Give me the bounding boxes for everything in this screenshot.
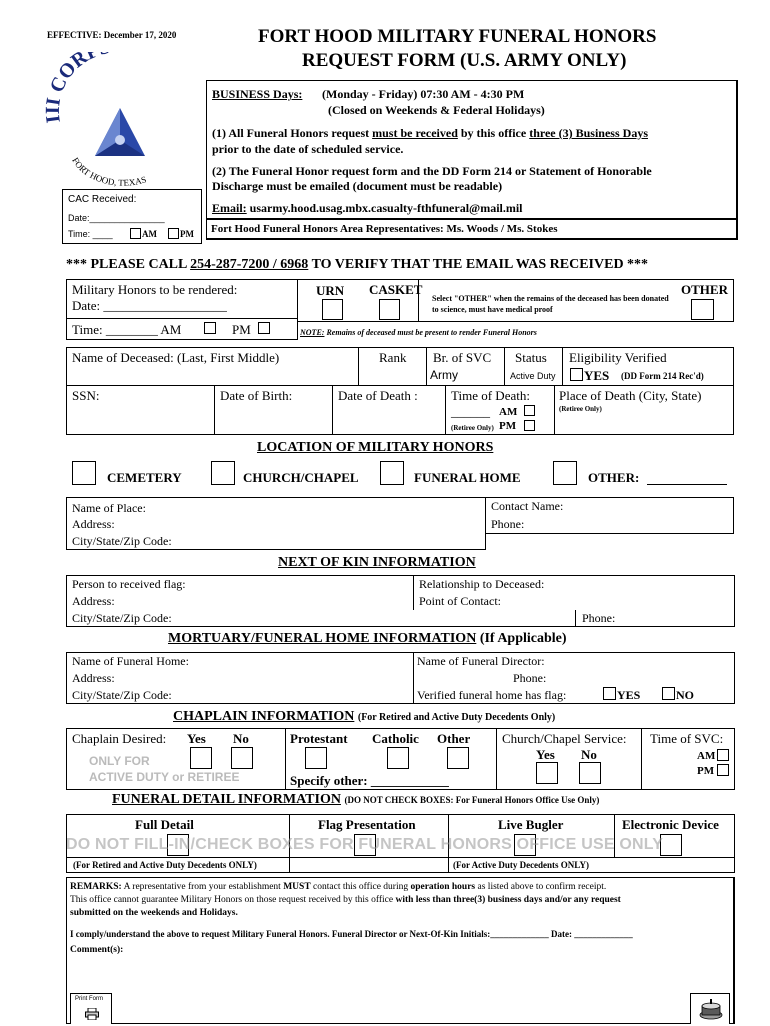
other-location-line[interactable] [647,484,727,485]
protestant-checkbox[interactable] [305,747,327,769]
flag-no-label: NO [676,688,694,702]
rank-label: Rank [379,350,407,365]
branch-value[interactable]: Army [430,368,458,382]
nok-heading: NEXT OF KIN INFORMATION [278,555,476,570]
funeral-detail-heading: FUNERAL DETAIL INFORMATION (DO NOT CHECK BOXES: For Funeral Honors Office Use Only) [112,792,600,807]
flag-no-checkbox[interactable] [662,687,675,700]
remarks-line2: This office cannot guarantee Military Honors on those request received by this office with less than three(3) business days and/or any request [70,895,621,905]
other-honors-label: OTHER [681,282,728,297]
ssn-label: SSN: [72,388,100,403]
chaplain-yes-label: Yes [187,731,206,746]
dd214-note: (DD Form 214 Rec'd) [621,371,704,381]
casket-label: CASKET [369,282,423,297]
tod-pm-label: PM [499,420,517,432]
funeral-home-label: FUNERAL HOME [414,470,521,485]
cac-am-checkbox[interactable] [130,228,141,239]
church-label: CHURCH/CHAPEL [243,470,359,485]
honors-time-field[interactable]: Time: ________ AM [72,322,182,337]
cemetery-label: CEMETERY [107,470,182,485]
chaplain-heading: CHAPLAIN INFORMATION (For Retired and Active Duty Decedents Only) [173,709,556,724]
cake-icon [699,997,723,1026]
tod-label: Time of Death: [451,388,530,403]
cac-am-label: AM [142,229,157,239]
church-service-label: Church/Chapel Service: [502,731,627,746]
remains-note: NOTE: Remains of deceased must be present to render Funeral Honors [300,328,537,337]
cac-received-label: CAC Received: [68,194,137,205]
nok-poc-field[interactable]: Point of Contact: [419,594,501,608]
dod-label: Date of Death : [338,388,418,403]
funeral-home-address-field[interactable]: Address: [72,671,115,685]
comments-label: Comment(s): [70,945,124,955]
svc-pm-label: PM [697,765,715,777]
form-title-line1: FORT HOOD MILITARY FUNERAL HONORS [258,26,657,47]
church-service-yes-checkbox[interactable] [536,762,558,784]
full-detail-label: Full Detail [135,817,194,832]
church-checkbox[interactable] [211,461,235,485]
rule-2: (2) The Funeral Honor request form and the DD Form 214 or Statement of Honorable [212,164,652,178]
retired-note: (For Retired and Active Duty Decedents ONLY) [73,860,257,870]
mortuary-divider [413,652,414,704]
catholic-label: Catholic [372,731,419,746]
dob-label: Date of Birth: [220,388,293,403]
specify-other-field[interactable]: Specify other: ____________ [290,773,449,788]
other-note: Select "OTHER" when the remains of the deceased has been donated to science, must have medical proof [432,294,669,314]
office-use-watermark: DO NOT FILL-IN/CHECK BOXES FOR FUNERAL HONORS OFFICE USE ONLY [66,836,664,853]
printer-icon [85,1007,99,1025]
funeral-home-csz-field[interactable]: City/State/Zip Code: [72,688,172,702]
tod-am-checkbox[interactable] [524,405,535,416]
only-for-watermark-1: ONLY FOR [89,754,150,768]
chaplain-yes-checkbox[interactable] [190,747,212,769]
other-honors-checkbox[interactable] [691,299,714,320]
contact-phone-field[interactable]: Phone: [491,517,525,531]
nok-relationship-field[interactable]: Relationship to Deceased: [419,577,545,591]
urn-checkbox[interactable] [322,299,343,320]
church-service-yes-label: Yes [536,747,555,762]
remarks-line3: submitted on the weekends and Holidays. [70,908,238,918]
urn-label: URN [316,283,345,298]
funeral-director-field[interactable]: Name of Funeral Director: [417,654,545,668]
svc-am-checkbox[interactable] [717,749,729,761]
cac-pm-label: PM [180,229,194,239]
electronic-device-label: Electronic Device [622,817,719,832]
print-form-label: Print Form [75,996,104,1002]
form-title-line2: REQUEST FORM (U.S. ARMY ONLY) [302,50,627,71]
comply-initials-line[interactable]: I comply/understand the above to request Military Funeral Honors. Funeral Director or Next-Of-Kin Initials:_____________ Date: _____________ [70,929,633,939]
church-service-no-label: No [581,747,597,762]
cac-date-field[interactable]: Date:_______________ [68,213,165,223]
active-note: (For Active Duty Decedents ONLY) [453,860,589,870]
cac-received-box [62,189,202,244]
flag-presentation-label: Flag Presentation [318,817,416,832]
rule-2-cont: Discharge must be emailed (document must be readable) [212,179,503,193]
place-address-field[interactable]: Address: [72,517,115,531]
other-location-checkbox[interactable] [553,461,577,485]
branch-label: Br. of SVC [433,350,492,365]
representatives-box [206,219,738,240]
nok-csz-field[interactable]: City/State/Zip Code: [72,611,172,625]
tod-field[interactable]: ______ [451,404,490,419]
place-name-field[interactable]: Name of Place: [72,501,146,515]
business-days-label: BUSINESS Days: [212,87,303,101]
rule-1: (1) All Funeral Honors request must be received by this office three (3) Business Days [212,126,648,140]
funeral-home-name-field[interactable]: Name of Funeral Home: [72,654,189,668]
verify-email-notice: *** PLEASE CALL 254-287-7200 / 6968 TO VERIFY THAT THE EMAIL WAS RECEIVED *** [66,257,649,272]
status-label: Status [515,350,547,365]
detail-divider-h [66,857,735,858]
catholic-checkbox[interactable] [387,747,409,769]
email-address[interactable]: usarmy.hood.usag.mbx.casualty-fthfuneral@mail.mil [249,201,523,215]
nok-person-field[interactable]: Person to received flag: [72,577,186,591]
mortuary-heading: MORTUARY/FUNERAL HOME INFORMATION (If Applicable) [168,631,567,646]
iii-corps-logo [40,52,200,192]
eligibility-yes-label: YES [584,368,610,383]
protestant-label: Protestant [290,731,348,746]
contact-name-field[interactable]: Contact Name: [491,499,564,513]
cemetery-checkbox[interactable] [72,461,96,485]
pod-retiree-note: (Retiree Only) [559,405,602,413]
chaplain-no-checkbox[interactable] [231,747,253,769]
honors-rendered-label: Military Honors to be rendered: [72,282,238,297]
email-line: Email: usarmy.hood.usag.mbx.casualty-fthfuneral@mail.mil [212,201,523,215]
svg-text:FORT HOOD, TEXAS: FORT HOOD, TEXAS [70,155,148,188]
business-days-value: (Monday - Friday) 07:30 AM - 4:30 PM [322,87,525,101]
closed-note: (Closed on Weekends & Federal Holidays) [328,103,545,117]
cac-time-field[interactable]: Time: ____ [68,229,113,239]
funeral-home-phone-field[interactable]: Phone: [513,671,547,685]
tod-am-label: AM [499,406,518,418]
church-service-no-checkbox[interactable] [579,762,601,784]
nok-divider [413,575,414,610]
pod-label: Place of Death (City, State) [559,388,702,403]
eligibility-label: Eligibility Verified [569,350,667,365]
live-bugler-label: Live Bugler [498,817,564,832]
flag-yes-label: YES [617,688,641,702]
honors-date-field[interactable]: Date: ___________________ [72,298,227,313]
only-for-watermark-2: ACTIVE DUTY or RETIREE [89,770,240,784]
chaplain-no-label: No [233,731,249,746]
eligibility-yes-checkbox[interactable] [570,368,583,381]
tod-pm-checkbox[interactable] [524,420,535,431]
deceased-name-label: Name of Deceased: (Last, First Middle) [72,350,280,365]
casket-checkbox[interactable] [379,299,400,320]
place-csz-field[interactable]: City/State/Zip Code: [72,534,172,548]
cac-pm-checkbox[interactable] [168,228,179,239]
flag-verified-label: Verified funeral home has flag: [417,688,567,702]
other-location-label: OTHER: [588,470,640,485]
chaplain-desired-label: Chaplain Desired: [72,731,167,746]
print-form-button[interactable] [70,993,112,1024]
svc-pm-checkbox[interactable] [717,764,729,776]
rule-1-cont: prior to the date of scheduled service. [212,142,404,156]
funeral-home-checkbox[interactable] [380,461,404,485]
honors-am-checkbox[interactable] [204,322,216,334]
other-denomination-checkbox[interactable] [447,747,469,769]
remarks-line1: REMARKS: A representative from your establishment MUST contact this office during operation hours as listed above to confirm receipt. [70,882,607,892]
other-denomination-label: Other [437,731,471,746]
effective-date: EFFECTIVE: December 17, 2020 [47,30,177,40]
flag-yes-checkbox[interactable] [603,687,616,700]
svg-text:III CORPS: III COR [41,52,92,125]
location-heading: LOCATION OF MILITARY HONORS [257,440,494,455]
electronic-device-checkbox[interactable] [660,834,682,856]
verify-phone[interactable]: 254-287-7200 / 6968 [190,257,309,272]
honors-pm-checkbox[interactable] [258,322,270,334]
time-svc-label: Time of SVC: [650,731,724,746]
status-value[interactable]: Active Duty [510,371,556,381]
submit-icon-button[interactable] [690,993,730,1024]
nok-phone-field[interactable]: Phone: [582,611,616,625]
nok-phone-divider [575,610,576,627]
nok-address-field[interactable]: Address: [72,594,115,608]
honors-pm-label: PM [232,322,251,337]
tod-retiree-note: (Retiree Only) [451,424,494,432]
svc-am-label: AM [697,750,716,762]
representatives-text: Fort Hood Funeral Honors Area Representatives: Ms. Woods / Ms. Stokes [211,223,558,235]
